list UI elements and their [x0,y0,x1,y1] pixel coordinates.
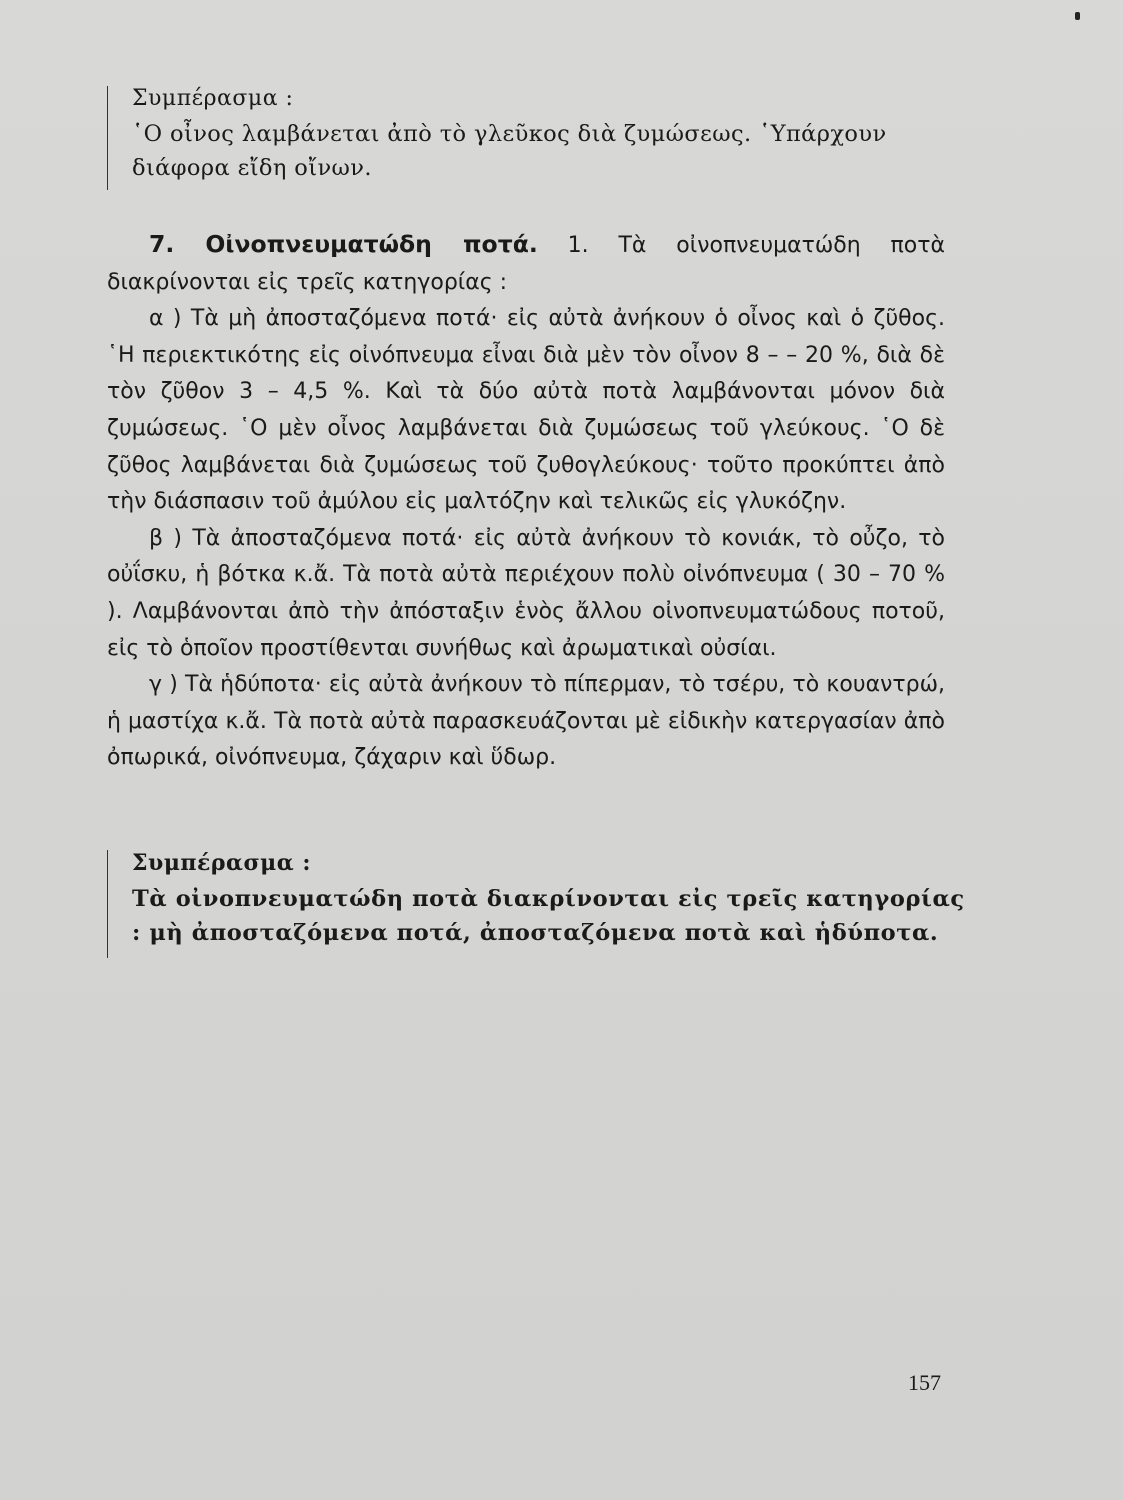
summary-box-bottom [107,850,972,958]
section-intro-paragraph [107,226,945,301]
section-intro: 1. Τὰ οἰνοπνευματώδη ποτὰ διακρίνονται εἰς τρεῖς κατηγορίας : [107,233,945,295]
summary-text: Τὰ οἰνοπνευματώδη ποτὰ διακρίνονται εἰς τρεῖς κατηγορίας : μὴ ἀποσταζόμενα ποτά, ἀποσταζόμενα ποτὰ καὶ ἡδύποτα. [132,886,965,946]
summary-text: ῾Ο οἶνος λαμβάνεται ἀπὸ τὸ γλεῦκος διὰ ζυμώσεως. ῾Υπάρχουν διάφορα εἴδη οἴνων. [132,121,887,181]
paragraph-c: γ ) Τὰ ἡδύποτα· εἰς αὐτὰ ἀνήκουν τὸ πίπερμαν, τὸ τσέρυ, τὸ κουαντρώ, ἡ μαστίχα κ.ἄ. Τὰ ποτὰ αὐτὰ παρασκευάζονται μὲ εἰδικὴν κατεργασίαν ἀπὸ ὀπωρικά, οἰνόπνευμα, ζάχαριν καὶ ὕδωρ. [107,672,945,771]
section-heading: 7. Οἰνοπνευματώδη ποτά. [149,230,538,258]
paragraph-a: α ) Τὰ μὴ ἀποσταζόμενα ποτά· εἰς αὐτὰ ἀνήκουν ὁ οἶνος καὶ ὁ ζῦθος. ῾Η περιεκτικότης εἰς οἰνόπνευμα εἶναι διὰ μὲν τὸν οἶνον 8 – – 20 %, διὰ δὲ τὸν ζῦθον 3 – 4,5 %. Καὶ τὰ δύο αὐτὰ ποτὰ λαμβάνονται μόνον διὰ ζυμώσεως. ῾Ο μὲν οἶνος λαμβάνεται διὰ ζυμώσεως τοῦ γλεύκους. ῾Ο δὲ ζῦθος λαμβάνεται διὰ ζυμώσεως τοῦ ζυθογλεύκους· τοῦτο προκύπτει ἀπὸ τὴν διάσπασιν τοῦ ἀμύλου εἰς μαλτόζην καὶ τελικῶς εἰς γλυκόζην. [107,306,945,515]
ink-speck [1075,12,1080,20]
section-body [107,226,945,777]
page-number: 157 [908,1370,941,1395]
paragraph-b: β ) Τὰ ἀποσταζόμενα ποτά· εἰς αὐτὰ ἀνήκουν τὸ κονιάκ, τὸ οὖζο, τὸ οὐΐσκυ, ἡ βότκα κ.ἄ. Τὰ ποτὰ αὐτὰ περιέχουν πολὺ οἰνόπνευμα ( 30 – 70 % ). Λαμβάνονται ἀπὸ τὴν ἀπόσταξιν ἑνὸς ἄλλου οἰνοπνευματώδους ποτοῦ, εἰς τὸ ὁποῖον προστίθενται συνήθως καὶ ἀρωματικαὶ οὐσίαι. [107,525,945,661]
summary-box-top [107,86,972,190]
summary-label: Συμπέρασμα : [132,86,294,111]
summary-label: Συμπέρασμα : [132,850,311,876]
